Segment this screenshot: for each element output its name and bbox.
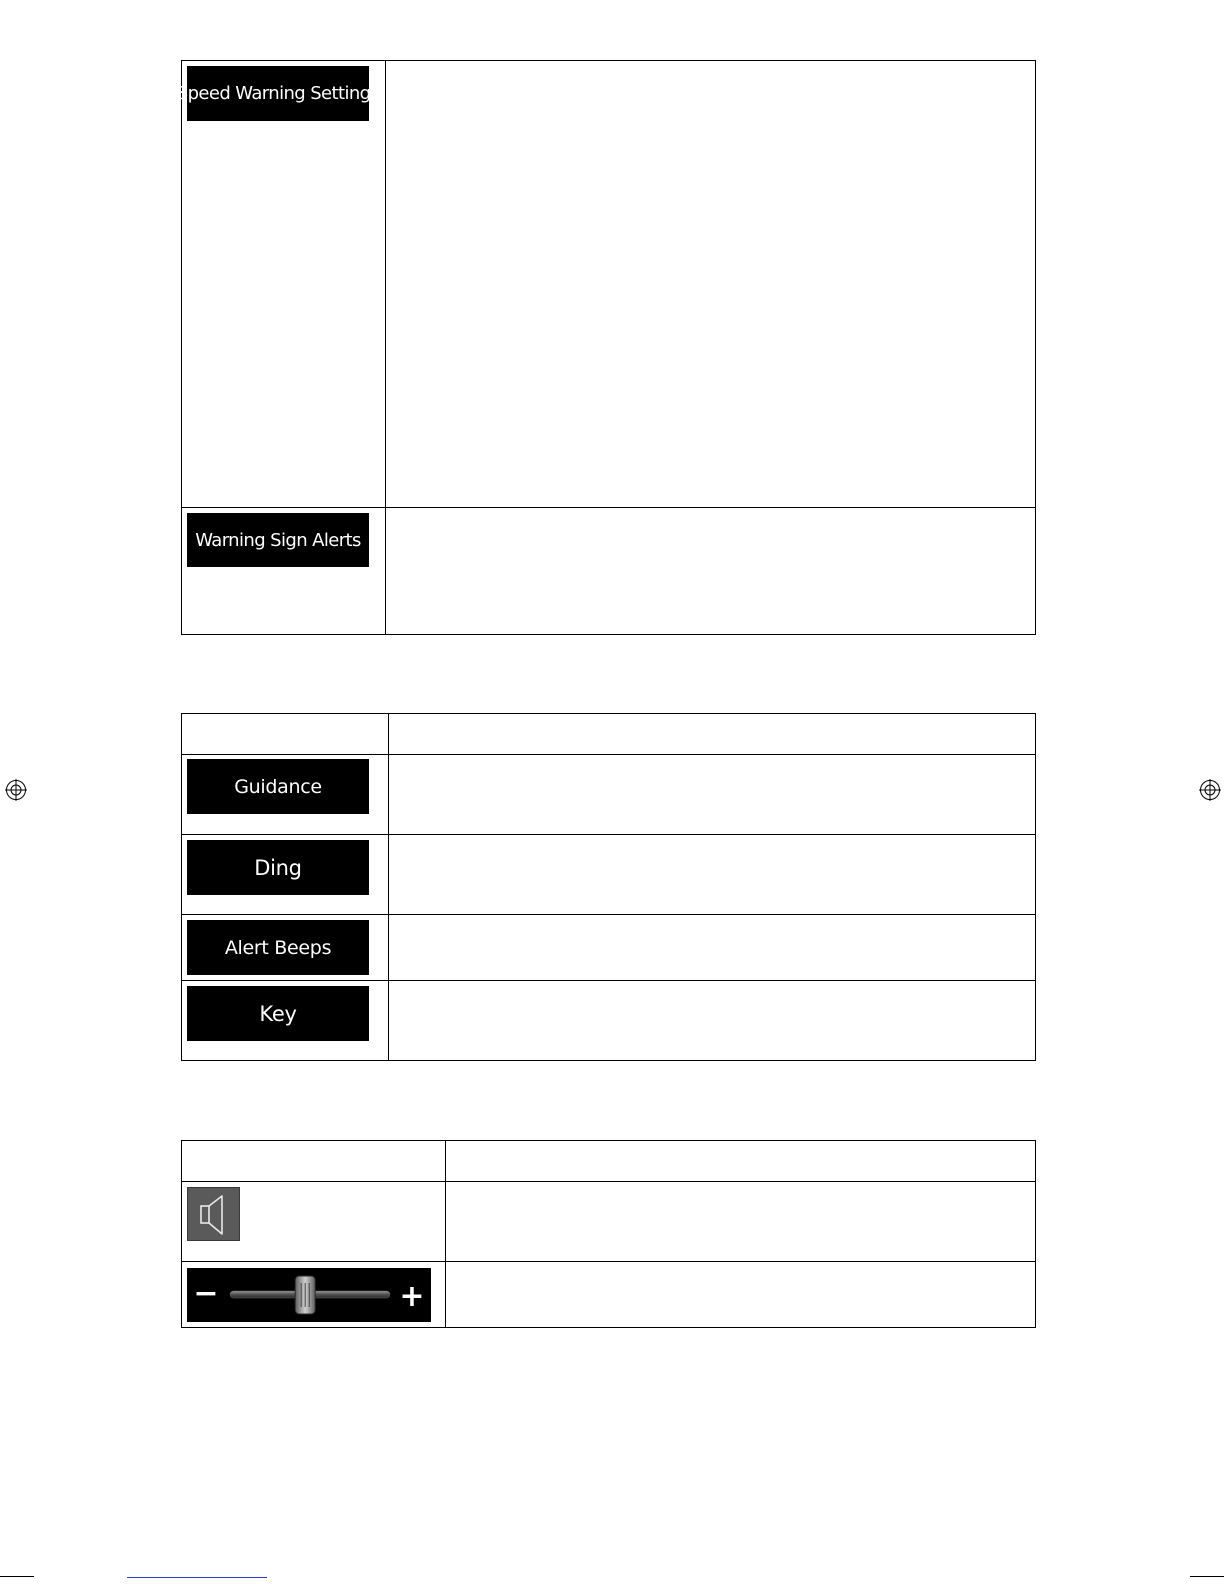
registration-mark-icon [1199,779,1221,801]
ding-button[interactable]: Ding [187,840,369,895]
crop-mark-left [0,1576,34,1577]
warning-sign-alerts-button[interactable]: Warning Sign Alerts [187,513,369,567]
alert-beeps-button[interactable]: Alert Beeps [187,920,369,975]
header-row-divider [182,754,1035,755]
row-divider [182,507,1035,508]
row-divider [182,980,1035,981]
footer-link-underline [127,1577,267,1578]
key-button[interactable]: Key [187,986,369,1041]
crop-mark-right [1190,1576,1224,1577]
column-divider [388,714,389,1060]
speed-warning-settings-button[interactable]: Speed Warning Settings [187,66,369,121]
row-divider [182,834,1035,835]
column-divider [385,61,386,634]
row-divider [182,1261,1035,1262]
volume-plus-icon[interactable]: + [399,1279,425,1314]
volume-slider[interactable] [187,1268,431,1322]
column-divider [445,1141,446,1327]
guidance-button[interactable]: Guidance [187,759,369,814]
registration-mark-icon [5,779,27,801]
volume-minus-icon[interactable]: − [193,1276,219,1311]
speaker-mute-button[interactable] [187,1187,240,1241]
speaker-icon [188,1188,241,1242]
row-divider [182,914,1035,915]
slider-knob[interactable] [295,1276,315,1314]
header-row-divider [182,1181,1035,1182]
